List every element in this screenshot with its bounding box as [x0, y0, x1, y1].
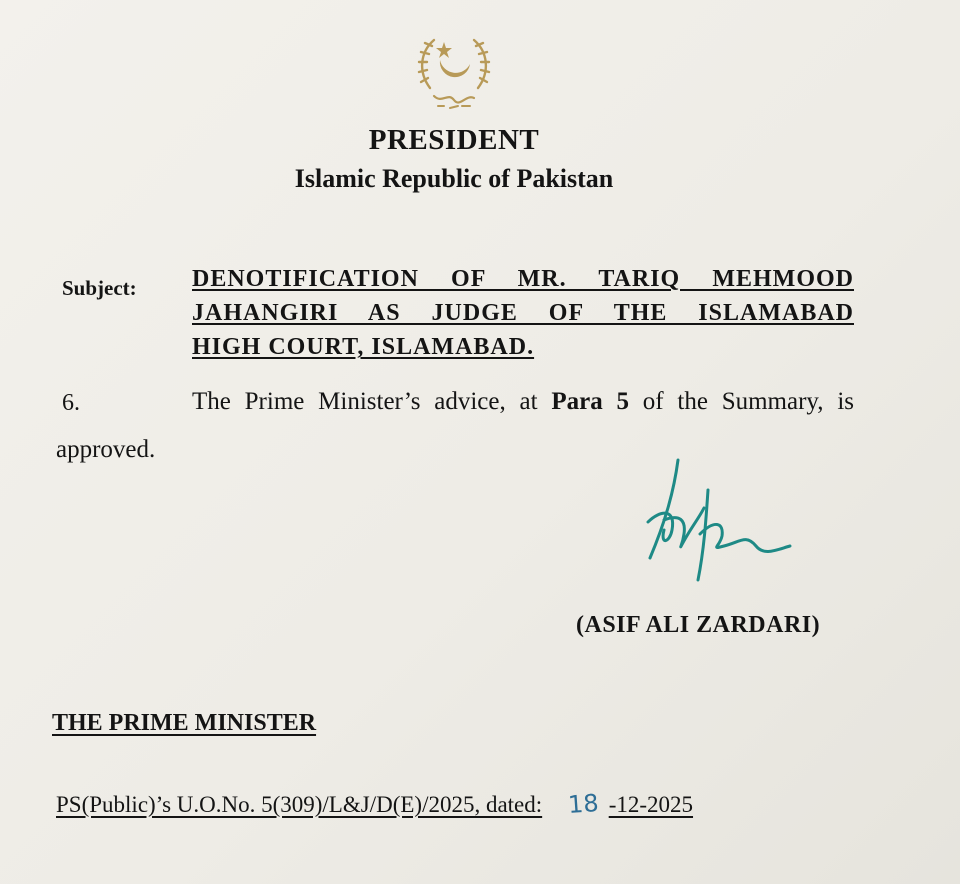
reference-prefix: PS(Public)’s U.O.No. 5(309)/L&J/D(E)/2025, dated: [56, 792, 543, 817]
paragraph-continuation: approved. [56, 436, 156, 463]
signatory-name: (ASIF ALI ZARDARI) [576, 612, 821, 638]
signature-icon [630, 450, 800, 590]
page-subtitle: Islamic Republic of Pakistan [294, 164, 614, 193]
paragraph-bold-ref: Para 5 [551, 388, 629, 415]
paragraph-text [192, 388, 854, 416]
subject-line-3: HIGH COURT, ISLAMABAD. [192, 334, 535, 360]
crescent-star-emblem-icon [404, 30, 504, 116]
subject-line-1: DENOTIFICATION OF MR. TARIQ MEHMOOD [192, 266, 854, 292]
reference-suffix: -12-2025 [608, 792, 694, 817]
subject-line-2: JAHANGIRI AS JUDGE OF THE ISLAMABAD [192, 300, 854, 326]
paragraph-number: 6. [62, 390, 80, 416]
subject-label: Subject: [62, 276, 137, 300]
paragraph-text-start: The Prime Minister’s advice, at [192, 388, 552, 415]
page-title: PRESIDENT [368, 124, 540, 156]
paragraph-text-end: of the Summary, is [628, 388, 854, 415]
handwritten-day: 18 [567, 788, 600, 820]
addressee: THE PRIME MINISTER [52, 710, 317, 736]
reference-line [56, 790, 693, 818]
